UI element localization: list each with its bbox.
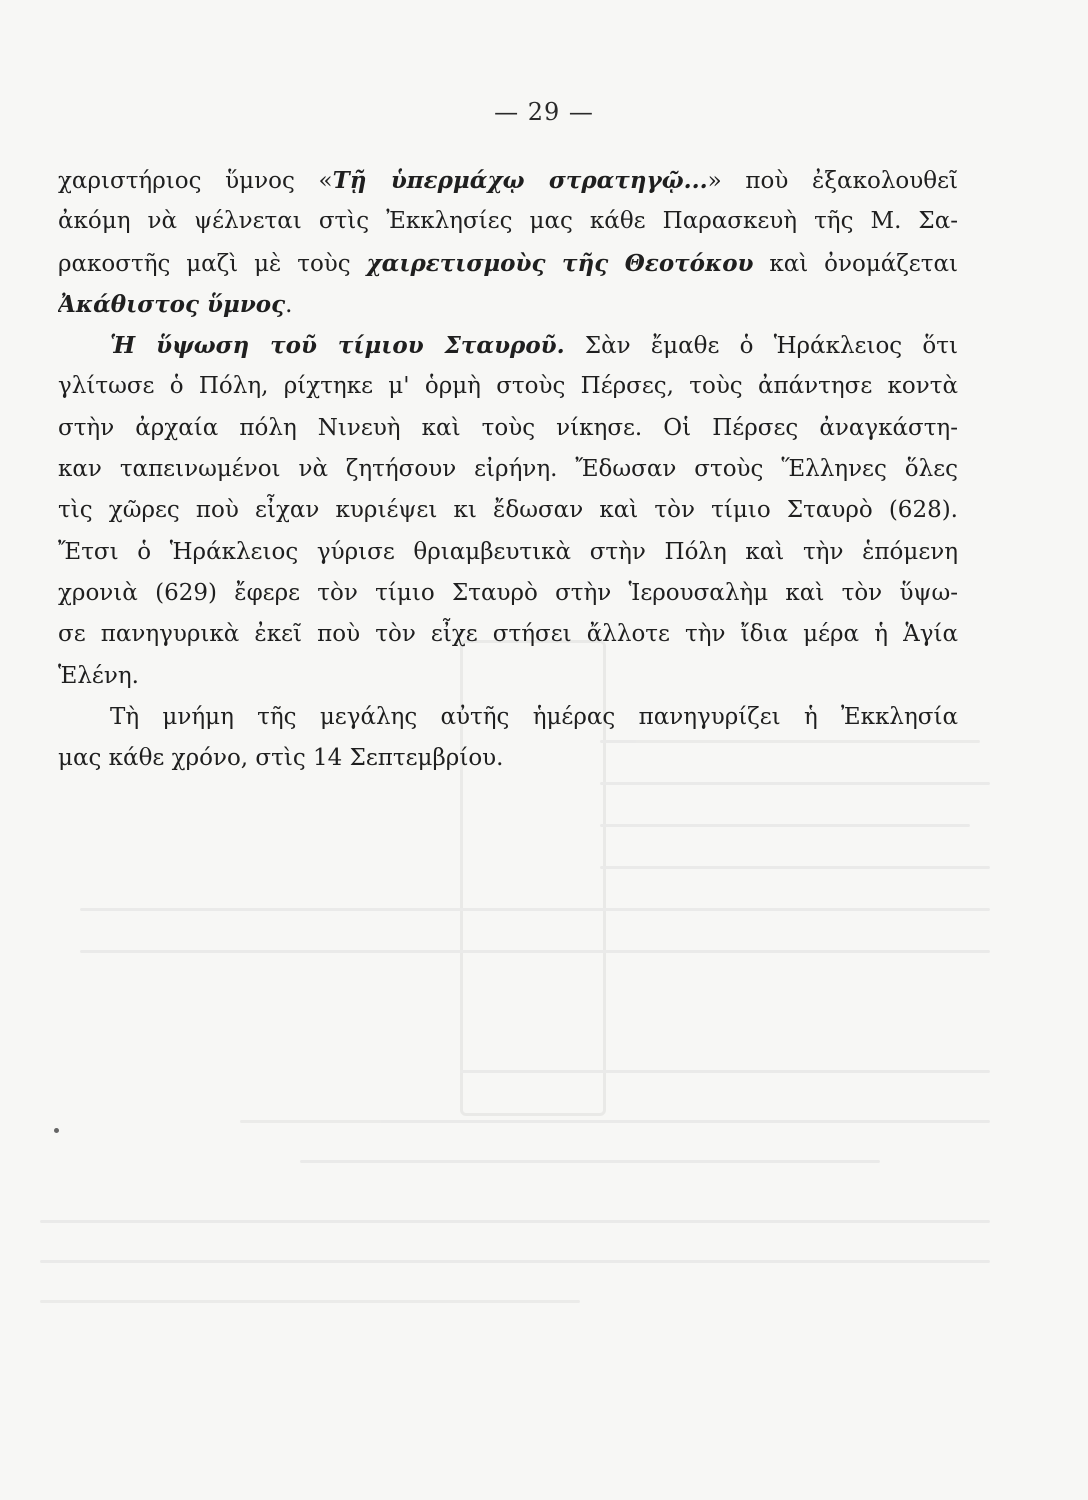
text-line bbox=[58, 201, 958, 242]
emphasized-text: Ἀκάθιστος ὕμνος bbox=[58, 290, 286, 318]
text-line bbox=[58, 449, 958, 490]
text-run: καν ταπεινωμένοι νὰ ζητήσουν εἰρήνη. Ἔδωσαν στοὺς Ἕλληνες ὅλες bbox=[58, 456, 958, 483]
emphasized-text: Τῇ ὑπερμάχῳ στρατηγῷ... bbox=[332, 167, 708, 194]
text-run: Ἔτσι ὁ Ἡράκλειος γύρισε θριαμβευτικὰ στὴν Πόλη καὶ τὴν ἑπόμενη bbox=[58, 538, 958, 565]
text-run: σε πανηγυρικὰ ἐκεῖ ποὺ τὸν εἶχε στήσει ἄλλοτε τὴν ἴδια μέρα ἡ Ἁγία bbox=[58, 621, 958, 648]
text-line bbox=[58, 532, 958, 573]
text-run: . bbox=[285, 291, 293, 318]
text-run: Τὴ μνήμη τῆς μεγάλης αὐτῆς ἡμέρας πανηγυρίζει ἡ Ἐκκλησία bbox=[110, 703, 958, 730]
text-run: στὴν ἀρχαία πόλη Νινευὴ καὶ τοὺς νίκησε. Οἱ Πέρσες ἀναγκάστη- bbox=[58, 414, 958, 441]
text-run: Σὰν ἔμαθε ὁ Ἡράκλειος ὅτι bbox=[564, 333, 958, 360]
text-line bbox=[58, 656, 958, 697]
text-run: ρακοστῆς μαζὶ μὲ τοὺς bbox=[58, 250, 367, 277]
page-number: — 29 — bbox=[494, 98, 594, 126]
text-run: χαριστήριος ὕμνος « bbox=[58, 168, 333, 194]
body-text bbox=[58, 160, 958, 779]
emphasized-text: Ἡ ὕψωση τοῦ τίμιου Σταυροῦ. bbox=[110, 332, 565, 360]
text-run: χρονιὰ (629) ἔφερε τὸν τίμιο Σταυρὸ στὴν Ἱερουσαλὴμ καὶ τὸν ὕψω- bbox=[58, 579, 958, 606]
text-line bbox=[58, 243, 958, 284]
text-line bbox=[58, 573, 958, 614]
text-run: Ἑλένη. bbox=[58, 662, 139, 689]
text-line bbox=[58, 738, 958, 779]
text-run: καὶ ὀνομάζεται bbox=[753, 250, 958, 277]
text-line bbox=[58, 490, 958, 531]
text-line bbox=[58, 325, 958, 366]
text-line bbox=[58, 366, 958, 407]
text-line bbox=[58, 408, 958, 449]
text-run: γλίτωσε ὁ Πόλη, ρίχτηκε μ' ὁρμὴ στοὺς Πέρσες, τοὺς ἀπάντησε κοντὰ bbox=[58, 373, 958, 400]
text-run: » ποὺ ἐξακολουθεῖ bbox=[707, 168, 958, 194]
text-run: ἀκόμη νὰ ψέλνεται στὶς Ἐκκλησίες μας κάθε Παρασκευὴ τῆς Μ. Σα- bbox=[58, 208, 958, 235]
paper-speck bbox=[54, 1128, 59, 1133]
text-line bbox=[58, 284, 958, 325]
text-run: τὶς χῶρες ποὺ εἶχαν κυριέψει κι ἔδωσαν καὶ τὸν τίμιο Σταυρὸ (628). bbox=[58, 497, 958, 524]
text-run: μας κάθε χρόνο, στὶς 14 Σεπτεμβρίου. bbox=[58, 745, 504, 772]
emphasized-text: χαιρετισμοὺς τῆς Θεοτόκου bbox=[366, 249, 754, 277]
text-line bbox=[58, 697, 958, 738]
text-line bbox=[58, 160, 958, 201]
text-line bbox=[58, 614, 958, 655]
